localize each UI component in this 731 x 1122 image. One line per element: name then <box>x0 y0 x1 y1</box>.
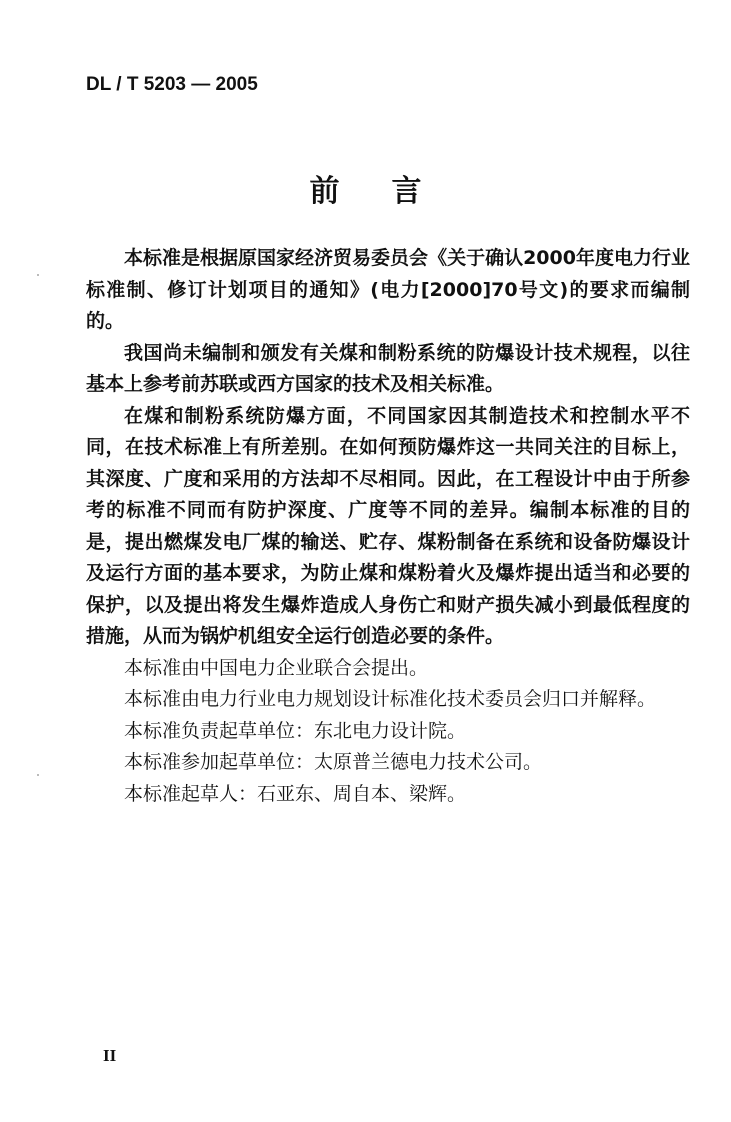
margin-dot <box>37 274 39 276</box>
paragraph-2: 我国尚未编制和颁发有关煤和制粉系统的防爆设计技术规程，以往基本上参考前苏联或西方国家的技术及相关标准。 <box>86 341 690 395</box>
standard-code: DL / T 5203 — 2005 <box>86 74 258 95</box>
margin-dot <box>37 774 39 776</box>
paragraph-8: 本标准起草人：石亚东、周自本、梁辉。 <box>124 782 467 805</box>
paragraph-6: 本标准负责起草单位：东北电力设计院。 <box>124 719 467 742</box>
paragraph-4: 本标准由中国电力企业联合会提出。 <box>124 656 429 679</box>
page-title: 前言 <box>309 174 474 209</box>
preface-body <box>86 243 690 810</box>
paragraph-7: 本标准参加起草单位：太原普兰德电力技术公司。 <box>124 751 543 773</box>
page-number: II <box>103 1046 117 1065</box>
paragraph-5: 本标准由电力行业电力规划设计标准化技术委员会归口并解释。 <box>124 688 657 710</box>
paragraph-3: 在煤和制粉系统防爆方面，不同国家因其制造技术和控制水平不同，在技术标准上有所差别。在如何预防爆炸这一共同关注的目标上，其深度、广度和采用的方法却不尽相同。因此，在工程设计中由于所参考的标准不同而有防护深度、广度等不同的差异。编制本标准的目的是，提出燃煤发电厂煤的输送、贮存、煤粉制备在系统和设备防爆设计及运行方面的基本要求，为防止煤和煤粉着火及爆炸提出适当和必要的保护，以及提出将发生爆炸造成人身伤亡和财产损失减小到最低程度的措施，从而为锅炉机组安全运行创造必要的条件。 <box>86 404 690 647</box>
paragraph-1: 本标准是根据原国家经济贸易委员会《关于确认2000年度电力行业标准制、修订计划项目的通知》(电力[2000]70号文)的要求而编制的。 <box>86 247 690 332</box>
